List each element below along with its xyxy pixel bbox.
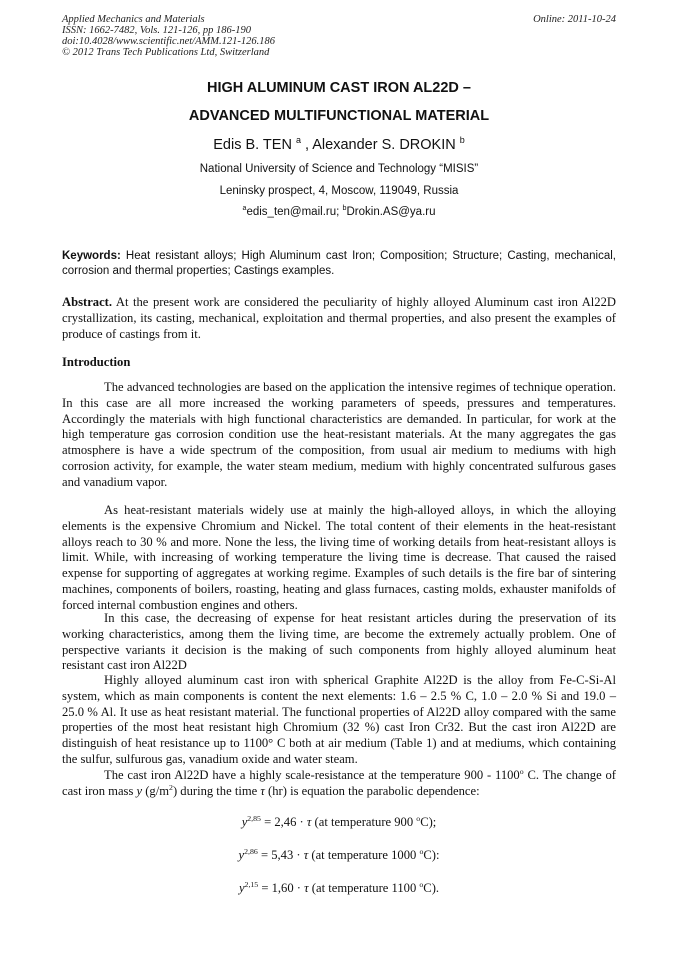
journal-doi: doi:10.4028/www.scientific.net/AMM.121-126.186 xyxy=(62,36,275,47)
eq-degree: o xyxy=(419,846,424,856)
keywords-label: Keywords: xyxy=(62,250,121,262)
p5-degree-sup: o xyxy=(519,766,524,776)
eq-rhs: = 1,60 · xyxy=(258,881,305,895)
affiliation-org: National University of Science and Technology “MISIS” xyxy=(199,163,479,175)
eq-rhs: = 2,46 · xyxy=(260,815,307,829)
eq-tau: τ xyxy=(304,881,309,895)
p5-text-e: (hr) is equation the parabolic dependence: xyxy=(264,783,480,798)
equation-1100 xyxy=(0,881,678,896)
author-2-sup: b xyxy=(459,135,465,146)
intro-paragraph-5 xyxy=(62,768,616,800)
title-line-2: ADVANCED MULTIFUNCTIONAL MATERIAL xyxy=(188,108,490,124)
eq-var: y xyxy=(238,881,245,895)
p5-var-tau: τ xyxy=(260,783,265,798)
p5-unit-sup: 2 xyxy=(169,782,173,792)
journal-name: Applied Mechanics and Materials xyxy=(62,14,205,25)
equation-900 xyxy=(0,815,678,830)
author-1: Edis B. TEN xyxy=(213,137,292,153)
email-b-link[interactable]: Drokin.AS@ya.ru xyxy=(346,206,436,218)
email-b-sup: b xyxy=(342,204,347,213)
eq-rhs: = 5,43 · xyxy=(257,848,304,862)
p5-text-a: The cast iron Al22D have a highly scale-resistance at the temperature 900 - 1100 xyxy=(104,768,520,782)
eq-unit: C): xyxy=(423,848,440,862)
title-line-1: HIGH ALUMINUM CAST IRON AL22D – xyxy=(207,80,471,96)
p5-var-y: y xyxy=(136,783,143,798)
p5-text-c: (g/m xyxy=(142,783,170,798)
author-1-sup: a xyxy=(295,135,301,146)
equation-1000 xyxy=(0,848,678,863)
eq-degree: o xyxy=(416,813,421,823)
eq-tau: τ xyxy=(303,848,309,862)
eq-condition: (at temperature 900 xyxy=(311,815,417,829)
abstract xyxy=(62,295,616,342)
journal-copyright: © 2012 Trans Tech Publications Ltd, Switzerland xyxy=(62,47,270,58)
intro-paragraph-1: The advanced technologies are based on the application the intensive regimes of technique operation. In this case are all more increased the working parameters of speeds, pressures and temperatures. Accordingly the materials with high functional characteristics are demanded. In particular, for work at the high temperature gas corrosion condition use the heat-resistant materials. At the many aggregates the gas atmosphere is have a wide spectrum of the composition, from usual air medium to mediums with high corrosion activity, for example, the water steam medium, medium with highly concentrated sulfurous gases and vanadium vapor. xyxy=(62,380,616,489)
author-separator: , xyxy=(300,137,313,153)
p5-text-b: C. The change of cast iron mass xyxy=(62,768,616,798)
eq-unit: C); xyxy=(420,815,437,829)
eq-var: y xyxy=(241,815,248,829)
affiliation-emails xyxy=(62,206,616,218)
eq-condition: (at temperature 1100 xyxy=(308,881,420,895)
author-2: Alexander S. DROKIN xyxy=(312,137,456,153)
eq-exponent: 2,85 xyxy=(247,813,261,823)
online-date: Online: 2011-10-24 xyxy=(533,14,616,25)
eq-degree: o xyxy=(419,879,424,889)
eq-var: y xyxy=(238,848,245,862)
p5-text-d: ) during the time xyxy=(172,783,261,798)
intro-paragraph-2: As heat-resistant materials widely use at mainly the high-alloyed alloys, in which the alloying elements is the expensive Chromium and Nickel. The total content of their elements in the heat-resistant alloys reach to 30 % and more. None the less, the living time of working details from heat-resistant alloys is limit. While, with increasing of working temperature the living time is decrease. That caused the raised expense for supporting of aggregates at working regime. Examples of such details is the fire bar of sintering machines, components of boilers, roasting, heating and glass furnaces, casting molds, exhauster manifolds of forced internal combustion engines and others. xyxy=(62,503,616,612)
intro-paragraph-4: Highly alloyed aluminum cast iron with spherical Graphite Al22D is the alloy from Fe-C-Si-Al system, which as main components is content the next elements: 1.6 – 2.5 % C, 1.0 – 2.0 % Si and 19.0 – 25.0 % Al. It use as heat resistant material. The functional properties of Al22D alloy compared with the same properties of the most heat resistant high Chromium (32 %) cast Iron Cr32. But the cast iron Al22D are distinguish of heat resistance up to 1100° C both at air medium (Table 1) and at mediums, which containing the sulfur, sulfurous gas, vanadium oxide and water steam. xyxy=(62,673,616,766)
keywords xyxy=(62,249,616,279)
eq-tau: τ xyxy=(306,815,312,829)
abstract-text: At the present work are considered the peculiarity of highly alloyed Aluminum cast iron Al22D crystallization, its casting, mechanical, exploitation and thermal properties, and also present the examples of produce of castings from it. xyxy=(62,295,616,341)
journal-issn: ISSN: 1662-7482, Vols. 121-126, pp 186-190 xyxy=(62,25,251,36)
eq-unit: C). xyxy=(423,881,440,895)
affiliation-address: Leninsky prospect, 4, Moscow, 119049, Russia xyxy=(219,185,459,197)
eq-condition: (at temperature 1000 xyxy=(308,848,420,862)
intro-paragraph-3: In this case, the decreasing of expense for heat resistant articles during the preservation of its working characteristics, among them the living time, are become the extremely actually problem. One of perspective variants it decision is the making of such components from highly alloyed aluminum heat resistant cast iron Al22D xyxy=(62,611,616,673)
email-a-link[interactable]: edis_ten@mail.ru; xyxy=(246,206,343,218)
section-heading-introduction: Introduction xyxy=(62,355,131,369)
email-a-sup: a xyxy=(242,204,247,213)
eq-exponent: 2,86 xyxy=(244,846,258,856)
abstract-label: Abstract. xyxy=(62,295,113,309)
keywords-text: Heat resistant alloys; High Aluminum cast Iron; Composition; Structure; Casting, mechanical, corrosion and thermal properties; Castings examples. xyxy=(62,250,616,277)
eq-exponent: 2,15 xyxy=(244,879,259,889)
author-line xyxy=(62,137,616,153)
journal-header xyxy=(62,14,616,58)
